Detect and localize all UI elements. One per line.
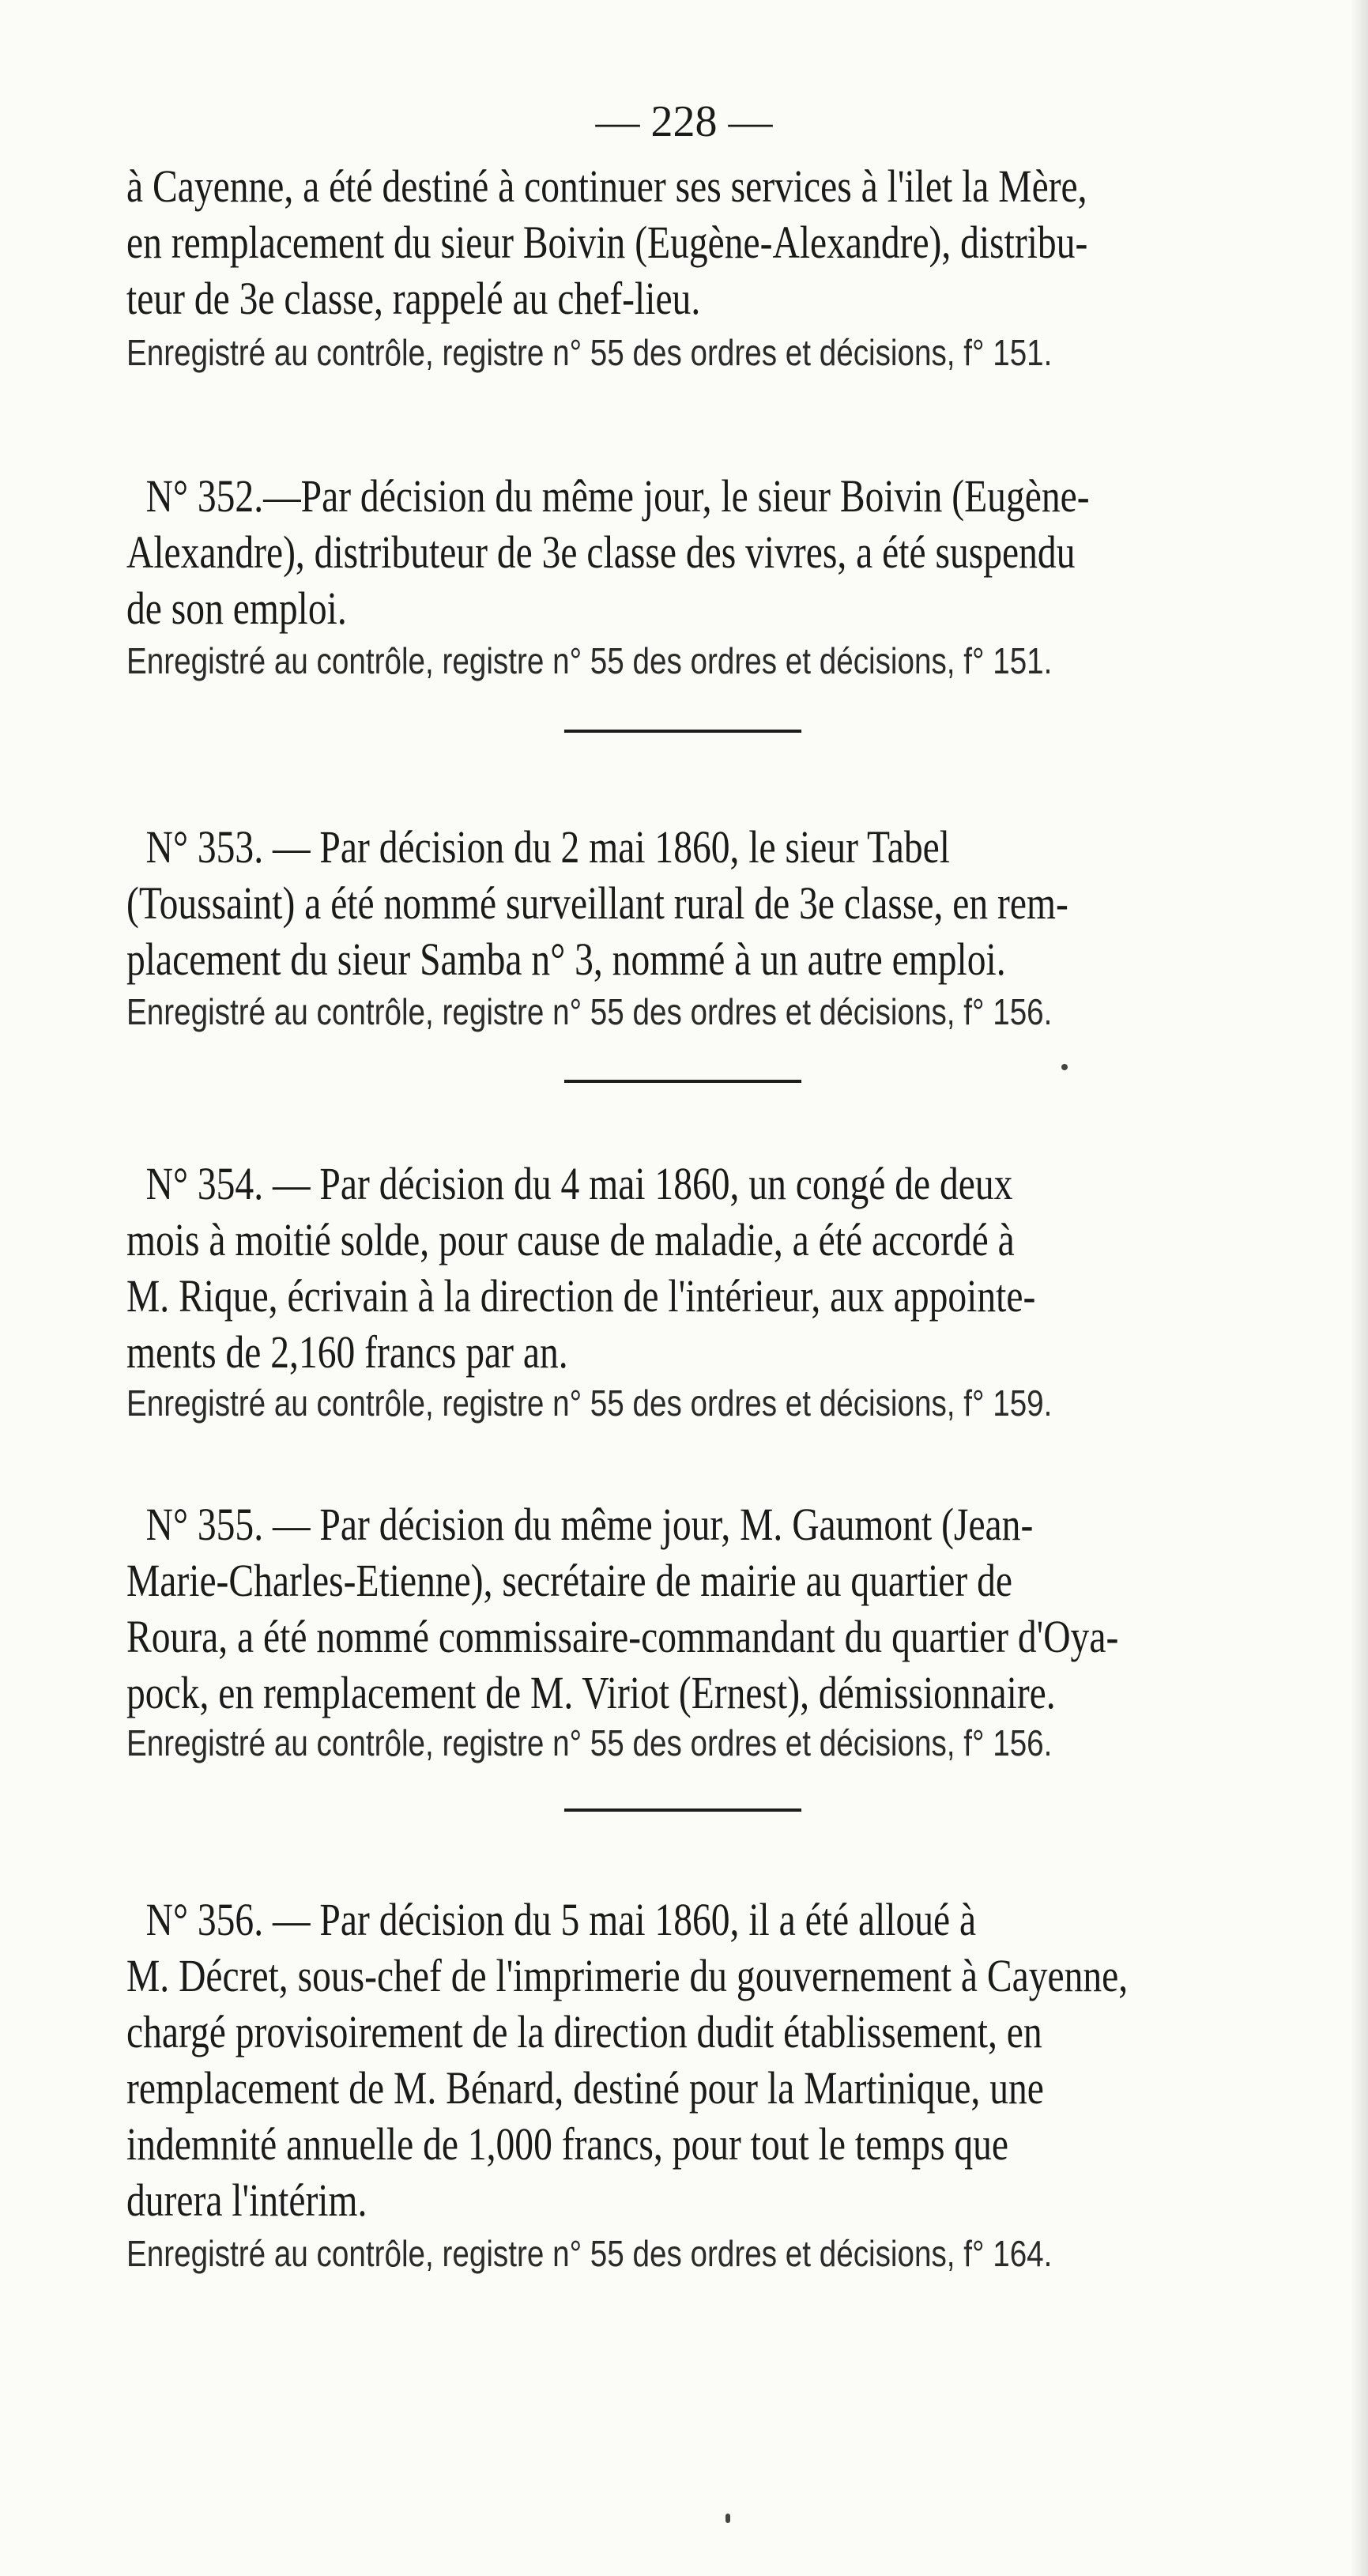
text-line: N° 354. — Par décision du 4 mai 1860, un congé de deux bbox=[145, 1158, 1013, 1209]
register-note bbox=[126, 330, 1304, 375]
ink-speck bbox=[1061, 1064, 1068, 1070]
separator-rule bbox=[564, 1808, 801, 1812]
continuation-paragraph bbox=[126, 158, 1304, 326]
page-edge-shadow bbox=[1351, 0, 1368, 2576]
text-line: pock, en remplacement de M. Viriot (Ernest), démissionnaire. bbox=[126, 1667, 1056, 1718]
text-line: de son emploi. bbox=[126, 583, 347, 634]
text-line: Marie-Charles-Etienne), secrétaire de mairie au quartier de bbox=[126, 1555, 1013, 1606]
text-line: placement du sieur Samba n° 3, nommé à un autre emploi. bbox=[126, 933, 1006, 985]
ink-speck bbox=[725, 2514, 730, 2523]
register-text: Enregistré au contrôle, registre n° 55 des ordres et décisions, f° 159. bbox=[126, 1382, 1053, 1424]
text-line: N° 353. — Par décision du 2 mai 1860, le sieur Tabel bbox=[145, 821, 950, 873]
page-number: — 228 — bbox=[595, 97, 773, 146]
decision-entry bbox=[126, 1156, 1304, 1380]
text-line: chargé provisoirement de la direction dudit établissement, en bbox=[126, 2006, 1042, 2057]
register-text: Enregistré au contrôle, registre n° 55 des ordres et décisions, f° 151. bbox=[126, 640, 1053, 681]
register-note bbox=[126, 1381, 1304, 1425]
text-line: teur de 3e classe, rappelé au chef-lieu. bbox=[126, 273, 701, 324]
register-text: Enregistré au contrôle, registre n° 55 des ordres et décisions, f° 151. bbox=[126, 332, 1053, 373]
decision-entry bbox=[126, 1891, 1304, 2228]
text-line: N° 356. — Par décision du 5 mai 1860, il a été alloué à bbox=[145, 1894, 977, 1945]
decision-entry bbox=[126, 1496, 1304, 1721]
text-line: Roura, a été nommé commissaire-commandant du quartier d'Oya- bbox=[126, 1611, 1119, 1662]
separator-rule bbox=[564, 730, 801, 733]
text-line: Alexandre), distributeur de 3e classe des vivres, a été suspendu bbox=[126, 526, 1076, 578]
text-line: M. Rique, écrivain à la direction de l'intérieur, aux appointe- bbox=[126, 1270, 1036, 1322]
register-text: Enregistré au contrôle, registre n° 55 des ordres et décisions, f° 156. bbox=[126, 991, 1053, 1032]
text-line: durera l'intérim. bbox=[126, 2174, 367, 2226]
text-line: ments de 2,160 francs par an. bbox=[126, 1326, 568, 1378]
separator-rule bbox=[564, 1080, 801, 1083]
text-line: M. Décret, sous-chef de l'imprimerie du gouvernement à Cayenne, bbox=[126, 1950, 1129, 2001]
text-line: remplacement de M. Bénard, destiné pour la Martinique, une bbox=[126, 2062, 1044, 2114]
register-text: Enregistré au contrôle, registre n° 55 des ordres et décisions, f° 156. bbox=[126, 1722, 1053, 1763]
text-line: (Toussaint) a été nommé surveillant rural de 3e classe, en rem- bbox=[126, 877, 1068, 929]
text-line: en remplacement du sieur Boivin (Eugène-Alexandre), distribu- bbox=[126, 217, 1088, 268]
register-note bbox=[126, 639, 1304, 683]
text-line: mois à moitié solde, pour cause de maladie, a été accordé à bbox=[126, 1214, 1015, 1265]
text-line: N° 352.—Par décision du même jour, le sieur Boivin (Eugène- bbox=[145, 470, 1090, 522]
text-line: à Cayenne, a été destiné à continuer ses services à l'ilet la Mère, bbox=[126, 160, 1087, 212]
text-line: indemnité annuelle de 1,000 francs, pour tout le temps que bbox=[126, 2118, 1009, 2170]
register-note bbox=[126, 1721, 1304, 1765]
text-line: N° 355. — Par décision du même jour, M. Gaumont (Jean- bbox=[145, 1499, 1034, 1550]
register-note bbox=[126, 990, 1304, 1034]
register-note bbox=[126, 2231, 1304, 2276]
decision-entry bbox=[126, 468, 1304, 636]
register-text: Enregistré au contrôle, registre n° 55 des ordres et décisions, f° 164. bbox=[126, 2233, 1053, 2274]
decision-entry bbox=[126, 819, 1304, 987]
